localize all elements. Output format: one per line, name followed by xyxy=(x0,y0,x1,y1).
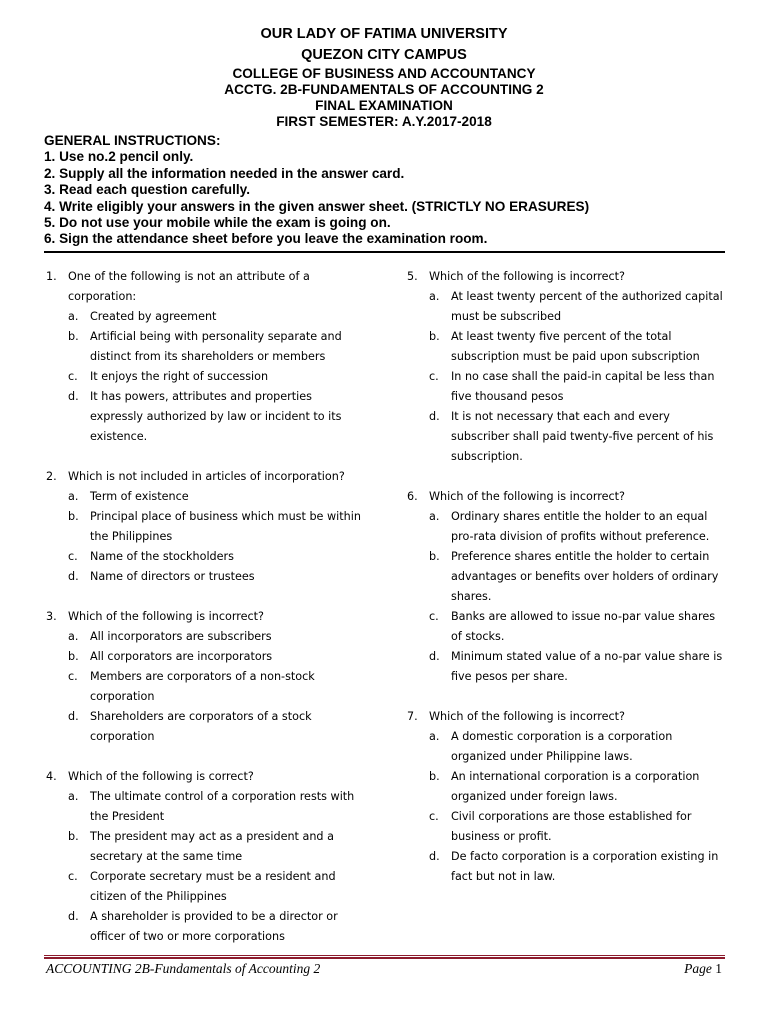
choice-b xyxy=(429,767,725,807)
choice-letter: a. xyxy=(68,630,79,643)
choice-letter: b. xyxy=(429,330,440,343)
choice-letter: d. xyxy=(68,710,79,723)
choice-letter: b. xyxy=(429,770,440,783)
choice-letter: d. xyxy=(429,850,440,863)
choice-text: Members are corporators of a non-stock corporation xyxy=(90,670,315,703)
choice-d xyxy=(68,387,364,447)
footer-course-title: ACCOUNTING 2B-Fundamentals of Accounting 2 xyxy=(46,961,321,976)
question-number: 3. xyxy=(46,610,57,623)
choice-b xyxy=(429,547,725,607)
choice-a xyxy=(429,727,725,767)
choice-b xyxy=(68,327,364,367)
choice-letter: c. xyxy=(429,610,439,623)
choice-letter: c. xyxy=(68,670,78,683)
instruction-item: 4. Write eligibly your answers in the given answer sheet. (STRICTLY NO ERASURES) xyxy=(44,198,590,214)
choice-list xyxy=(68,627,364,747)
question-stem: Which is not included in articles of incorporation? xyxy=(68,470,345,483)
general-instructions xyxy=(44,133,734,248)
choice-c xyxy=(429,367,725,407)
choice-text: An international corporation is a corporation organized under foreign laws. xyxy=(451,770,700,803)
choice-letter: b. xyxy=(68,830,79,843)
choice-list xyxy=(429,507,725,687)
choice-letter: b. xyxy=(68,330,79,343)
choice-b xyxy=(68,507,364,547)
course-title: ACCTG. 2B-FUNDAMENTALS OF ACCOUNTING 2 xyxy=(224,82,544,97)
instruction-item: 1. Use no.2 pencil only. xyxy=(44,149,194,165)
questions-column-left xyxy=(46,267,364,967)
choice-letter: d. xyxy=(68,390,79,403)
choice-a xyxy=(68,307,364,327)
choice-list xyxy=(68,787,364,947)
choice-c xyxy=(429,807,725,847)
choice-letter: c. xyxy=(68,550,78,563)
choice-d xyxy=(429,407,725,467)
choice-letter: a. xyxy=(68,490,79,503)
choice-text: Artificial being with personality separate and distinct from its shareholders or members xyxy=(90,330,342,363)
choice-c xyxy=(429,607,725,647)
choice-letter: d. xyxy=(429,650,440,663)
choice-d xyxy=(68,567,364,587)
footer-divider xyxy=(44,955,725,959)
choice-c xyxy=(68,667,364,707)
choice-text: At least twenty percent of the authorized capital must be subscribed xyxy=(451,290,723,323)
choice-letter: d. xyxy=(68,910,79,923)
college-name: COLLEGE OF BUSINESS AND ACCOUNTANCY xyxy=(232,66,536,81)
choice-a xyxy=(68,787,364,827)
choice-letter: a. xyxy=(68,310,79,323)
choice-letter: b. xyxy=(429,550,440,563)
question-6 xyxy=(407,487,725,687)
choice-letter: a. xyxy=(429,730,440,743)
choice-list xyxy=(429,727,725,887)
choice-text: Ordinary shares entitle the holder to an equal pro-rata division of profits without preference. xyxy=(451,510,710,543)
choice-list xyxy=(68,307,364,447)
choice-b xyxy=(68,827,364,867)
choice-letter: c. xyxy=(429,810,439,823)
choice-a xyxy=(429,507,725,547)
choice-text: Banks are allowed to issue no-par value shares of stocks. xyxy=(451,610,716,643)
choice-text: Name of directors or trustees xyxy=(90,570,255,583)
choice-text: Minimum stated value of a no-par value share is five pesos per share. xyxy=(451,650,723,683)
choice-b xyxy=(68,647,364,667)
choice-list xyxy=(68,487,364,587)
choice-d xyxy=(429,847,725,887)
question-number: 2. xyxy=(46,470,57,483)
instruction-item: 3. Read each question carefully. xyxy=(44,182,250,198)
choice-letter: d. xyxy=(429,410,440,423)
instruction-item: 6. Sign the attendance sheet before you leave the examination room. xyxy=(44,231,488,247)
campus-name: QUEZON CITY CAMPUS xyxy=(301,47,467,63)
choice-text: In no case shall the paid-in capital be less than five thousand pesos xyxy=(451,370,715,403)
choice-letter: c. xyxy=(68,870,78,883)
question-number: 1. xyxy=(46,270,57,283)
question-number: 7. xyxy=(407,710,418,723)
choice-letter: a. xyxy=(429,510,440,523)
choice-c xyxy=(68,867,364,907)
university-name: OUR LADY OF FATIMA UNIVERSITY xyxy=(260,26,508,42)
choice-d xyxy=(68,707,364,747)
choice-text: Term of existence xyxy=(90,490,189,503)
semester-line: FIRST SEMESTER: A.Y.2017-2018 xyxy=(276,114,492,129)
choice-letter: c. xyxy=(429,370,439,383)
exam-title: FINAL EXAMINATION xyxy=(315,98,453,113)
choice-d xyxy=(429,647,725,687)
choice-text: Preference shares entitle the holder to certain advantages or benefits over holders of ordinary shares. xyxy=(451,550,719,603)
choice-text: The ultimate control of a corporation rests with the President xyxy=(90,790,355,823)
question-3 xyxy=(46,607,364,747)
choice-text: It enjoys the right of succession xyxy=(90,370,269,383)
question-stem: Which of the following is incorrect? xyxy=(68,610,264,623)
question-4 xyxy=(46,767,364,947)
questions-column-right xyxy=(407,267,725,907)
instruction-item: 2. Supply all the information needed in the answer card. xyxy=(44,165,405,181)
choice-text: It has powers, attributes and properties expressly authorized by law or incident to its existence. xyxy=(90,390,342,443)
choice-c xyxy=(68,547,364,567)
choice-c xyxy=(68,367,364,387)
choice-text: De facto corporation is a corporation existing in fact but not in law. xyxy=(451,850,719,883)
question-number: 6. xyxy=(407,490,418,503)
question-7 xyxy=(407,707,725,887)
question-number: 5. xyxy=(407,270,418,283)
question-2 xyxy=(46,467,364,587)
choice-a xyxy=(429,287,725,327)
choice-letter: a. xyxy=(68,790,79,803)
choice-letter: c. xyxy=(68,370,78,383)
choice-text: Civil corporations are those established for business or profit. xyxy=(451,810,692,843)
choice-text: The president may act as a president and a secretary at the same time xyxy=(90,830,334,863)
choice-text: Principal place of business which must be within the Philippines xyxy=(90,510,361,543)
question-number: 4. xyxy=(46,770,57,783)
question-stem: Which of the following is correct? xyxy=(68,770,254,783)
question-stem: Which of the following is incorrect? xyxy=(429,270,625,283)
choice-letter: a. xyxy=(429,290,440,303)
choice-letter: d. xyxy=(68,570,79,583)
choice-d xyxy=(68,907,364,947)
exam-header xyxy=(0,24,768,130)
choice-text: At least twenty five percent of the total subscription must be paid upon subscription xyxy=(451,330,700,363)
choice-text: Corporate secretary must be a resident and citizen of the Philippines xyxy=(90,870,336,903)
question-stem: Which of the following is incorrect? xyxy=(429,490,625,503)
choice-text: A shareholder is provided to be a director or officer of two or more corporations xyxy=(90,910,338,943)
instruction-item: 5. Do not use your mobile while the exam is going on. xyxy=(44,215,391,231)
choice-a xyxy=(68,627,364,647)
header-divider xyxy=(44,251,725,253)
choice-letter: b. xyxy=(68,510,79,523)
footer-page-indicator xyxy=(684,961,722,977)
page-label: Page xyxy=(684,961,712,976)
instructions-title: GENERAL INSTRUCTIONS: xyxy=(44,133,221,148)
question-5 xyxy=(407,267,725,467)
question-stem: One of the following is not an attribute of a corporation: xyxy=(68,270,310,303)
choice-text: Name of the stockholders xyxy=(90,550,234,563)
question-stem: Which of the following is incorrect? xyxy=(429,710,625,723)
choice-b xyxy=(429,327,725,367)
choice-letter: b. xyxy=(68,650,79,663)
choice-text: Shareholders are corporators of a stock corporation xyxy=(90,710,312,743)
question-1 xyxy=(46,267,364,447)
choice-a xyxy=(68,487,364,507)
choice-text: Created by agreement xyxy=(90,310,217,323)
choice-text: A domestic corporation is a corporation organized under Philippine laws. xyxy=(451,730,673,763)
choice-text: All corporators are incorporators xyxy=(90,650,273,663)
choice-text: It is not necessary that each and every subscriber shall paid twenty-five percent of his subscription. xyxy=(451,410,714,463)
page-number: 1 xyxy=(715,961,722,976)
choice-text: All incorporators are subscribers xyxy=(90,630,272,643)
choice-list xyxy=(429,287,725,467)
